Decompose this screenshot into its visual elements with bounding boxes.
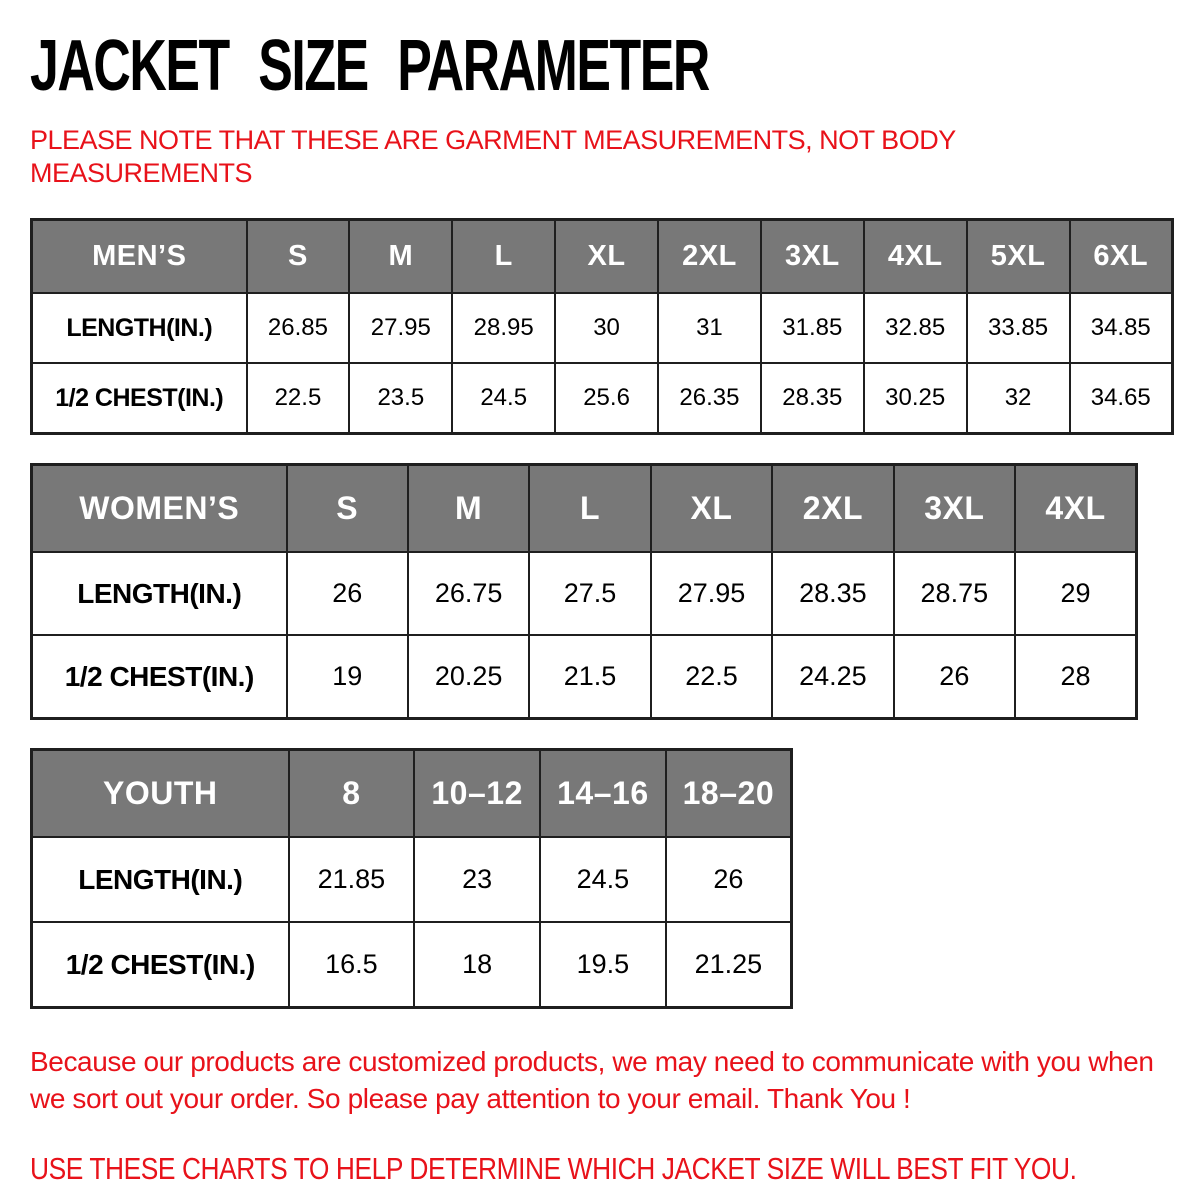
men-size-table	[30, 218, 1174, 435]
header-row	[32, 464, 1137, 552]
size-column-header: M	[349, 219, 452, 293]
value-cell: 31	[658, 293, 761, 363]
size-column-header: S	[247, 219, 350, 293]
women-table-title-cell: WOMEN’S	[32, 464, 287, 552]
size-column-header: S	[287, 464, 408, 552]
size-column-header: L	[529, 464, 650, 552]
value-cell: 29	[1015, 552, 1136, 635]
table-row	[32, 363, 1173, 433]
table-row	[32, 837, 792, 922]
garment-measurement-note: PLEASE NOTE THAT THESE ARE GARMENT MEASUREMENTS, NOT BODY MEASUREMENTS	[30, 125, 956, 188]
youth-table-title-cell: YOUTH	[32, 749, 289, 837]
value-cell: 32	[967, 363, 1070, 433]
value-cell: 22.5	[247, 363, 350, 433]
value-cell: 28.35	[772, 552, 893, 635]
table-row	[32, 293, 1173, 363]
table-row	[32, 552, 1137, 635]
row-label: LENGTH(IN.)	[32, 293, 247, 363]
value-cell: 21.5	[529, 635, 650, 718]
value-cell: 28.95	[452, 293, 555, 363]
men-table-title-cell: MEN’S	[32, 219, 247, 293]
size-column-header: XL	[651, 464, 772, 552]
size-column-header: 5XL	[967, 219, 1070, 293]
value-cell: 21.25	[666, 922, 792, 1007]
table-row	[32, 922, 792, 1007]
size-column-header: 3XL	[894, 464, 1015, 552]
row-label: LENGTH(IN.)	[32, 552, 287, 635]
value-cell: 32.85	[864, 293, 967, 363]
value-cell: 26.75	[408, 552, 529, 635]
row-label: 1/2 CHEST(IN.)	[32, 363, 247, 433]
value-cell: 34.85	[1070, 293, 1173, 363]
value-cell: 31.85	[761, 293, 864, 363]
value-cell: 22.5	[651, 635, 772, 718]
value-cell: 26.85	[247, 293, 350, 363]
page-title: JACKET SIZE PARAMETER	[30, 26, 709, 106]
row-label: 1/2 CHEST(IN.)	[32, 922, 289, 1007]
value-cell: 26	[894, 635, 1015, 718]
value-cell: 27.95	[651, 552, 772, 635]
value-cell: 23	[414, 837, 540, 922]
size-column-header: 4XL	[864, 219, 967, 293]
value-cell: 24.5	[452, 363, 555, 433]
value-cell: 27.95	[349, 293, 452, 363]
size-column-header: 2XL	[772, 464, 893, 552]
value-cell: 33.85	[967, 293, 1070, 363]
size-column-header: 14–16	[540, 749, 666, 837]
youth-size-table	[30, 748, 793, 1009]
value-cell: 23.5	[349, 363, 452, 433]
value-cell: 26	[287, 552, 408, 635]
size-column-header: M	[408, 464, 529, 552]
value-cell: 27.5	[529, 552, 650, 635]
value-cell: 34.65	[1070, 363, 1173, 433]
value-cell: 19.5	[540, 922, 666, 1007]
value-cell: 28	[1015, 635, 1136, 718]
table-row	[32, 635, 1137, 718]
value-cell: 24.25	[772, 635, 893, 718]
size-column-header: 8	[289, 749, 415, 837]
size-column-header: 6XL	[1070, 219, 1173, 293]
value-cell: 18	[414, 922, 540, 1007]
value-cell: 19	[287, 635, 408, 718]
value-cell: 28.75	[894, 552, 1015, 635]
women-size-table	[30, 463, 1138, 720]
value-cell: 21.85	[289, 837, 415, 922]
value-cell: 24.5	[540, 837, 666, 922]
value-cell: 26.35	[658, 363, 761, 433]
size-column-header: 18–20	[666, 749, 792, 837]
size-column-header: L	[452, 219, 555, 293]
value-cell: 26	[666, 837, 792, 922]
value-cell: 28.35	[761, 363, 864, 433]
value-cell: 30	[555, 293, 658, 363]
size-column-header: XL	[555, 219, 658, 293]
size-column-header: 2XL	[658, 219, 761, 293]
customization-notice: Because our products are customized products, we may need to communicate with you when we sort out your order. So please pay attention to your email. Thank You !	[30, 1045, 1154, 1115]
value-cell: 16.5	[289, 922, 415, 1007]
size-column-header: 4XL	[1015, 464, 1136, 552]
value-cell: 20.25	[408, 635, 529, 718]
value-cell: 30.25	[864, 363, 967, 433]
size-column-header: 3XL	[761, 219, 864, 293]
value-cell: 25.6	[555, 363, 658, 433]
row-label: 1/2 CHEST(IN.)	[32, 635, 287, 718]
size-fit-advice: USE THESE CHARTS TO HELP DETERMINE WHICH JACKET SIZE WILL BEST FIT YOU.	[30, 1151, 1077, 1187]
header-row	[32, 749, 792, 837]
header-row	[32, 219, 1173, 293]
size-column-header: 10–12	[414, 749, 540, 837]
row-label: LENGTH(IN.)	[32, 837, 289, 922]
